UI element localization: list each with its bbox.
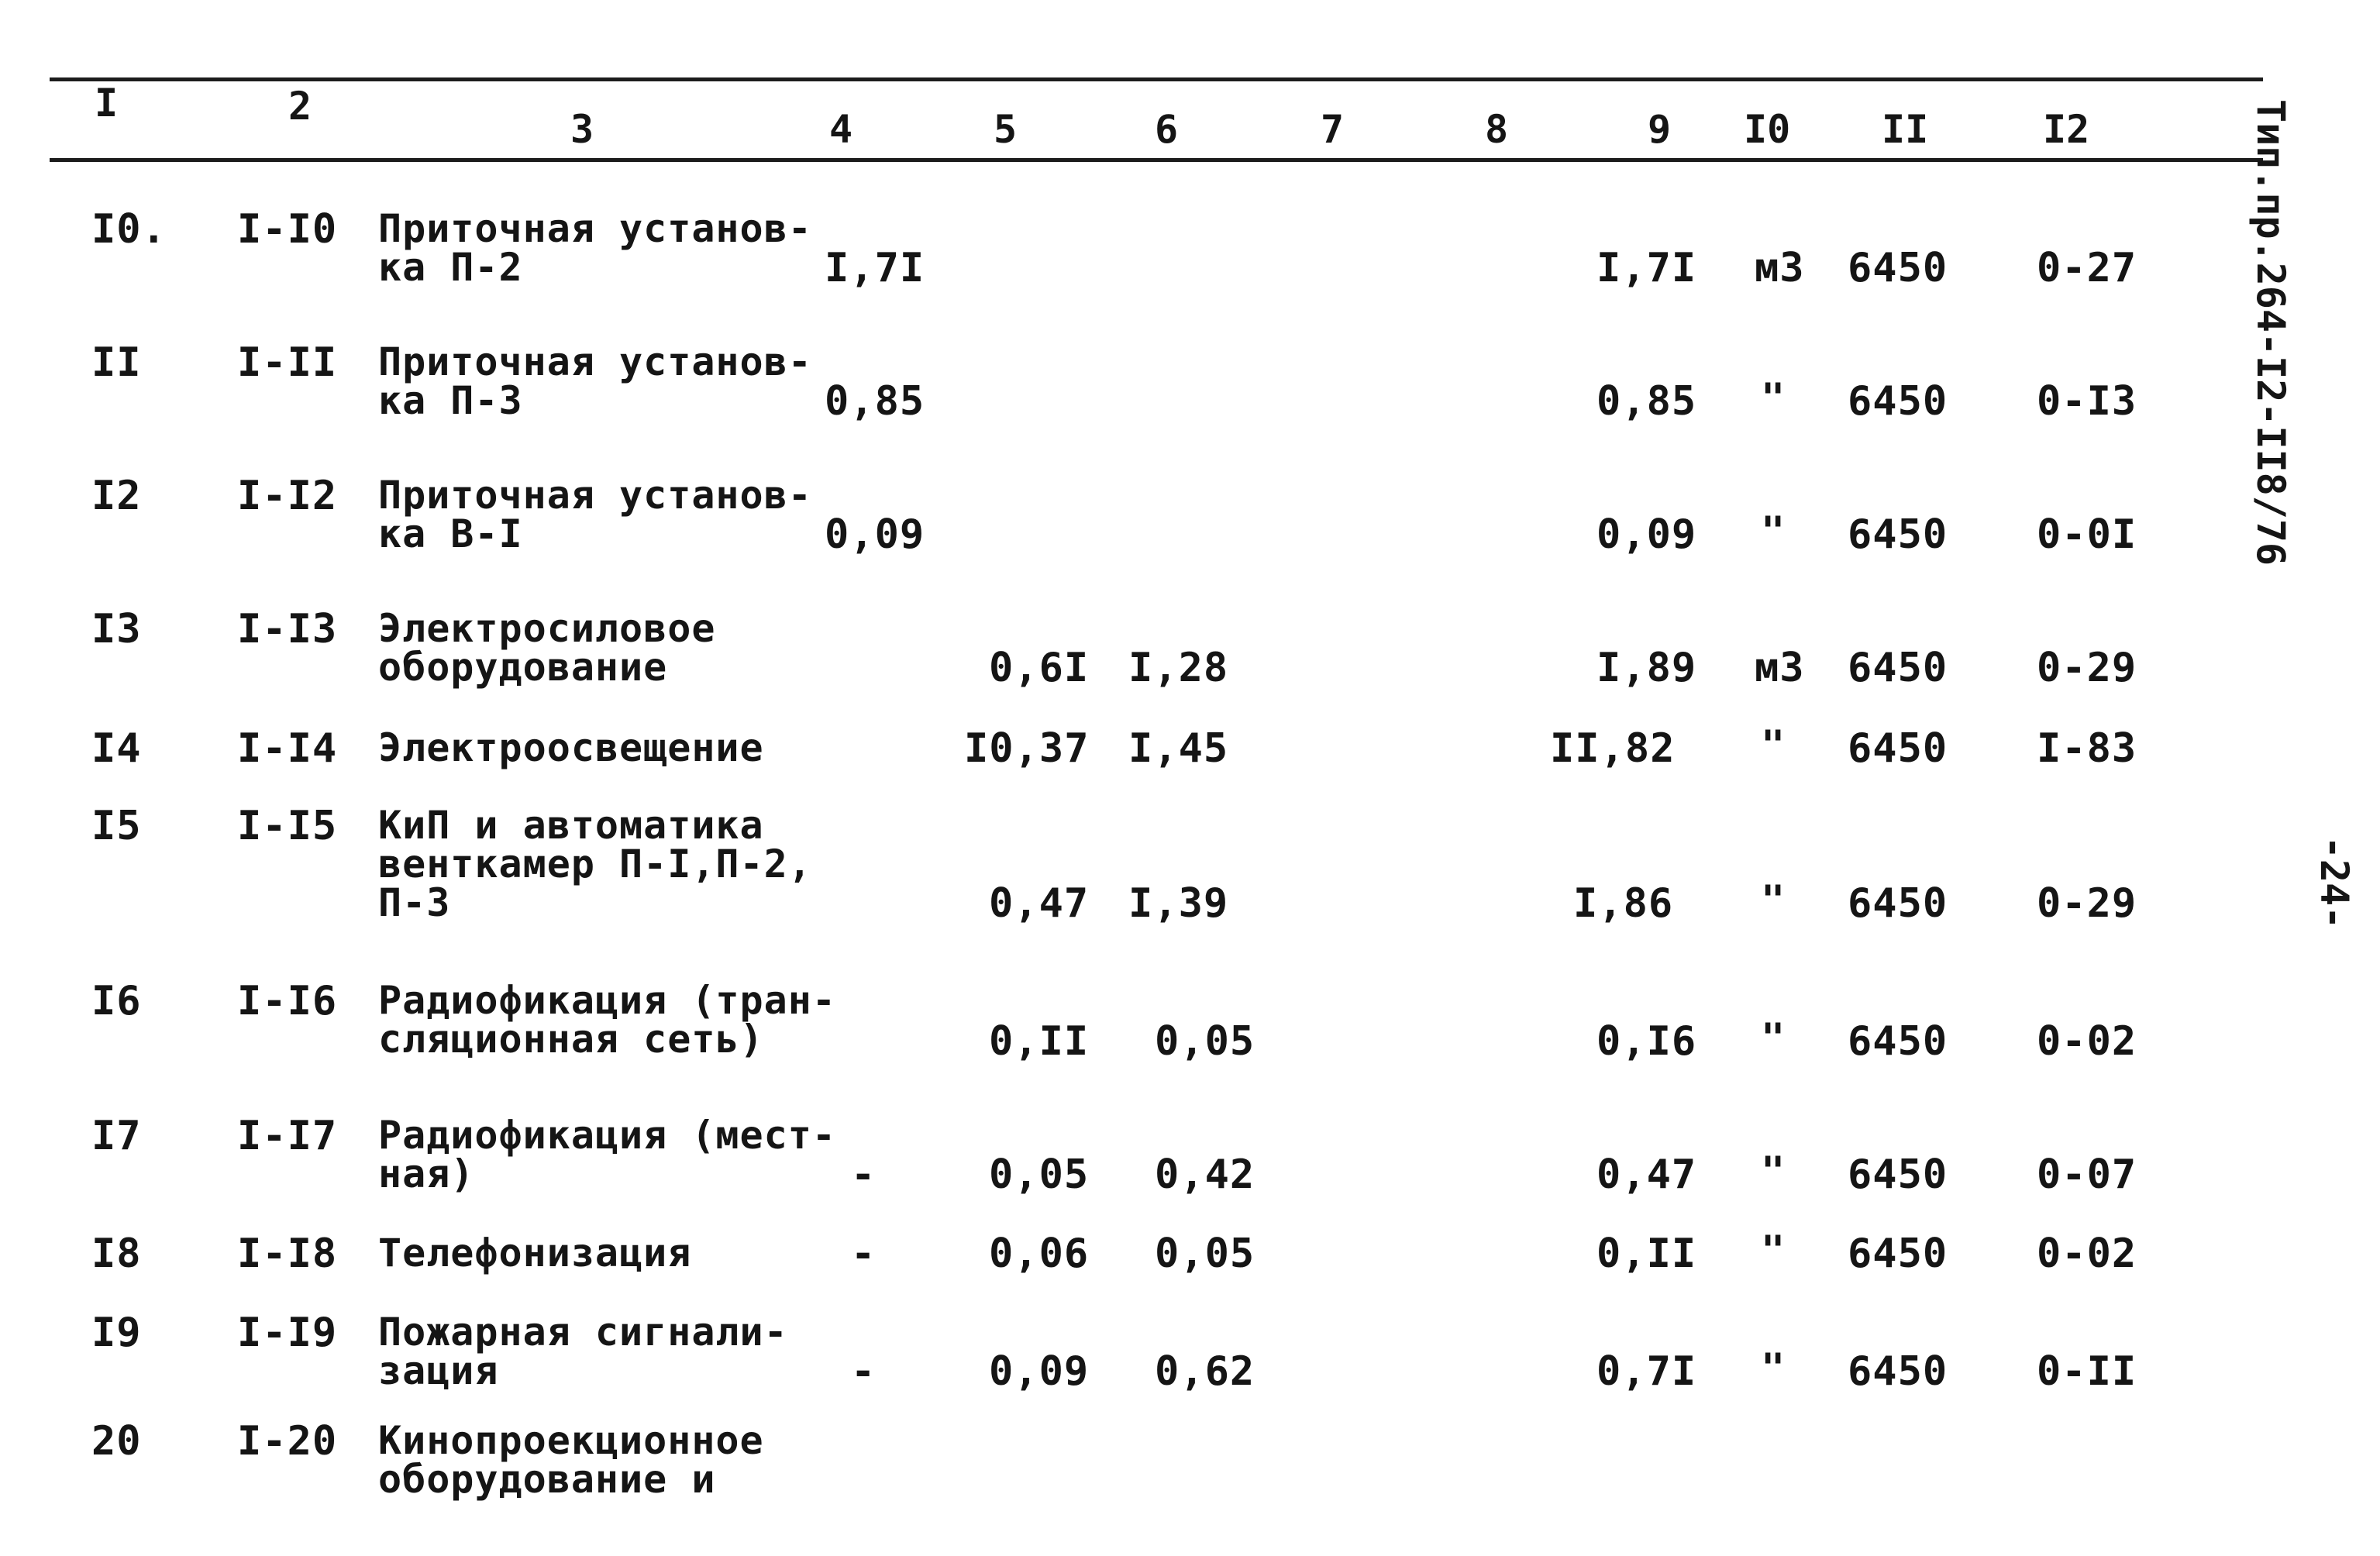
row-col-11: 6450 bbox=[1848, 511, 1948, 558]
row-col-9: 0,I6 bbox=[1596, 1018, 1697, 1065]
table-header-rule bbox=[50, 158, 2263, 162]
header-col-11: II bbox=[1882, 107, 1929, 152]
row-code: I-I4 bbox=[237, 725, 338, 772]
row-col-5: 0,47 bbox=[989, 880, 1090, 927]
row-number: I2 bbox=[91, 473, 142, 519]
header-col-10: I0 bbox=[1744, 107, 1791, 152]
header-col-4: 4 bbox=[829, 107, 853, 152]
row-col-11: 6450 bbox=[1848, 880, 1948, 927]
row-col-5: 0,05 bbox=[989, 1152, 1090, 1198]
header-col-5: 5 bbox=[994, 107, 1018, 152]
row-number: I0. bbox=[91, 206, 167, 253]
header-col-6: 6 bbox=[1155, 107, 1179, 152]
row-col-5: 0,6I bbox=[989, 645, 1090, 691]
row-code: I-I5 bbox=[237, 803, 338, 849]
row-col-10: " bbox=[1761, 508, 1786, 555]
row-col-11: 6450 bbox=[1848, 1348, 1948, 1395]
row-col-9: 0,7I bbox=[1596, 1348, 1697, 1395]
row-col-12: 0-29 bbox=[2037, 645, 2137, 691]
row-col-9: 0,47 bbox=[1596, 1152, 1697, 1198]
header-col-12: I2 bbox=[2043, 107, 2090, 152]
row-col-4: 0,85 bbox=[825, 378, 925, 425]
row-code: I-I2 bbox=[237, 473, 338, 519]
row-name: Приточная установ- ка П-3 bbox=[378, 339, 812, 423]
row-col-12: 0-27 bbox=[2037, 245, 2137, 291]
row-col-9: 0,85 bbox=[1596, 378, 1697, 425]
row-col-10: " bbox=[1761, 1345, 1786, 1392]
row-col-4: 0,09 bbox=[825, 511, 925, 558]
row-col-9: II,82 bbox=[1550, 725, 1676, 772]
header-col-9: 9 bbox=[1648, 107, 1672, 152]
row-col-6: I,45 bbox=[1128, 725, 1229, 772]
row-col-12: 0-02 bbox=[2037, 1231, 2137, 1277]
row-code: I-I7 bbox=[237, 1113, 338, 1159]
header-col-2: 2 bbox=[288, 84, 312, 129]
row-name: Приточная установ- ка В-I bbox=[378, 473, 812, 556]
row-col-4: - bbox=[851, 1348, 877, 1395]
row-col-5: 0,06 bbox=[989, 1231, 1090, 1277]
row-code: I-I0 bbox=[237, 206, 338, 253]
row-col-12: 0-0I bbox=[2037, 511, 2137, 558]
row-col-11: 6450 bbox=[1848, 1231, 1948, 1277]
row-col-10: " bbox=[1761, 1148, 1786, 1195]
row-col-5: 0,09 bbox=[989, 1348, 1090, 1395]
row-code: I-II bbox=[237, 339, 338, 386]
row-col-4: - bbox=[851, 1152, 877, 1198]
row-code: I-I6 bbox=[237, 978, 338, 1024]
row-col-11: 6450 bbox=[1848, 1152, 1948, 1198]
row-col-12: 0-07 bbox=[2037, 1152, 2137, 1198]
header-col-3: 3 bbox=[570, 107, 594, 152]
row-col-11: 6450 bbox=[1848, 378, 1948, 425]
row-name: Пожарная сигнали- зация bbox=[378, 1310, 788, 1393]
row-col-10: " bbox=[1761, 722, 1786, 769]
row-name: Радиофикация (мест- ная) bbox=[378, 1113, 836, 1196]
header-col-8: 8 bbox=[1485, 107, 1509, 152]
row-number: I9 bbox=[91, 1310, 142, 1356]
row-name: Электросиловое оборудование bbox=[378, 606, 716, 690]
row-col-10: " bbox=[1761, 375, 1786, 422]
row-col-5: I0,37 bbox=[964, 725, 1090, 772]
row-col-12: 0-I3 bbox=[2037, 378, 2137, 425]
row-col-11: 6450 bbox=[1848, 645, 1948, 691]
row-name: Электроосвещение bbox=[378, 725, 764, 770]
row-number: I4 bbox=[91, 725, 142, 772]
row-col-9: I,86 bbox=[1573, 880, 1674, 927]
table-top-rule bbox=[50, 77, 2263, 81]
row-col-6: 0,05 bbox=[1155, 1231, 1255, 1277]
row-code: I-I9 bbox=[237, 1310, 338, 1356]
row-col-4: I,7I bbox=[825, 245, 925, 291]
row-number: I7 bbox=[91, 1113, 142, 1159]
row-col-11: 6450 bbox=[1848, 1018, 1948, 1065]
header-col-1: I bbox=[95, 81, 119, 126]
row-col-12: 0-II bbox=[2037, 1348, 2137, 1395]
row-col-6: 0,62 bbox=[1155, 1348, 1255, 1395]
row-col-10: " bbox=[1761, 1015, 1786, 1062]
row-code: I-20 bbox=[237, 1418, 338, 1465]
row-number: I8 bbox=[91, 1231, 142, 1277]
row-col-10: " bbox=[1761, 877, 1786, 924]
row-col-9: I,7I bbox=[1596, 245, 1697, 291]
document-code: Тип.пр.264-I2-II8/76 bbox=[2248, 98, 2293, 566]
row-col-9: I,89 bbox=[1596, 645, 1697, 691]
row-col-6: I,28 bbox=[1128, 645, 1229, 691]
row-number: 20 bbox=[91, 1418, 142, 1465]
row-col-12: I-83 bbox=[2037, 725, 2137, 772]
row-name: Телефонизация bbox=[378, 1231, 692, 1275]
row-number: I5 bbox=[91, 803, 142, 849]
row-col-9: 0,II bbox=[1596, 1231, 1697, 1277]
row-col-4: - bbox=[851, 1231, 877, 1277]
row-number: I6 bbox=[91, 978, 142, 1024]
row-code: I-I8 bbox=[237, 1231, 338, 1277]
page-number: -24- bbox=[2312, 835, 2358, 930]
row-col-9: 0,09 bbox=[1596, 511, 1697, 558]
row-col-11: 6450 bbox=[1848, 725, 1948, 772]
header-col-7: 7 bbox=[1321, 107, 1345, 152]
row-col-10: м3 bbox=[1755, 245, 1805, 291]
row-name: Кинопроекционное оборудование и bbox=[378, 1418, 764, 1502]
row-col-12: 0-02 bbox=[2037, 1018, 2137, 1065]
row-name: Радиофикация (тран- сляционная сеть) bbox=[378, 978, 836, 1062]
row-name: Приточная установ- ка П-2 bbox=[378, 206, 812, 290]
row-number: I3 bbox=[91, 606, 142, 652]
row-name: КиП и автоматика венткамер П-I,П-2, П-3 bbox=[378, 803, 812, 925]
row-col-6: I,39 bbox=[1128, 880, 1229, 927]
row-number: II bbox=[91, 339, 142, 386]
row-col-12: 0-29 bbox=[2037, 880, 2137, 927]
row-col-5: 0,II bbox=[989, 1018, 1090, 1065]
row-code: I-I3 bbox=[237, 606, 338, 652]
row-col-11: 6450 bbox=[1848, 245, 1948, 291]
row-col-10: " bbox=[1761, 1227, 1786, 1274]
row-col-6: 0,05 bbox=[1155, 1018, 1255, 1065]
row-col-10: м3 bbox=[1755, 645, 1805, 691]
row-col-6: 0,42 bbox=[1155, 1152, 1255, 1198]
